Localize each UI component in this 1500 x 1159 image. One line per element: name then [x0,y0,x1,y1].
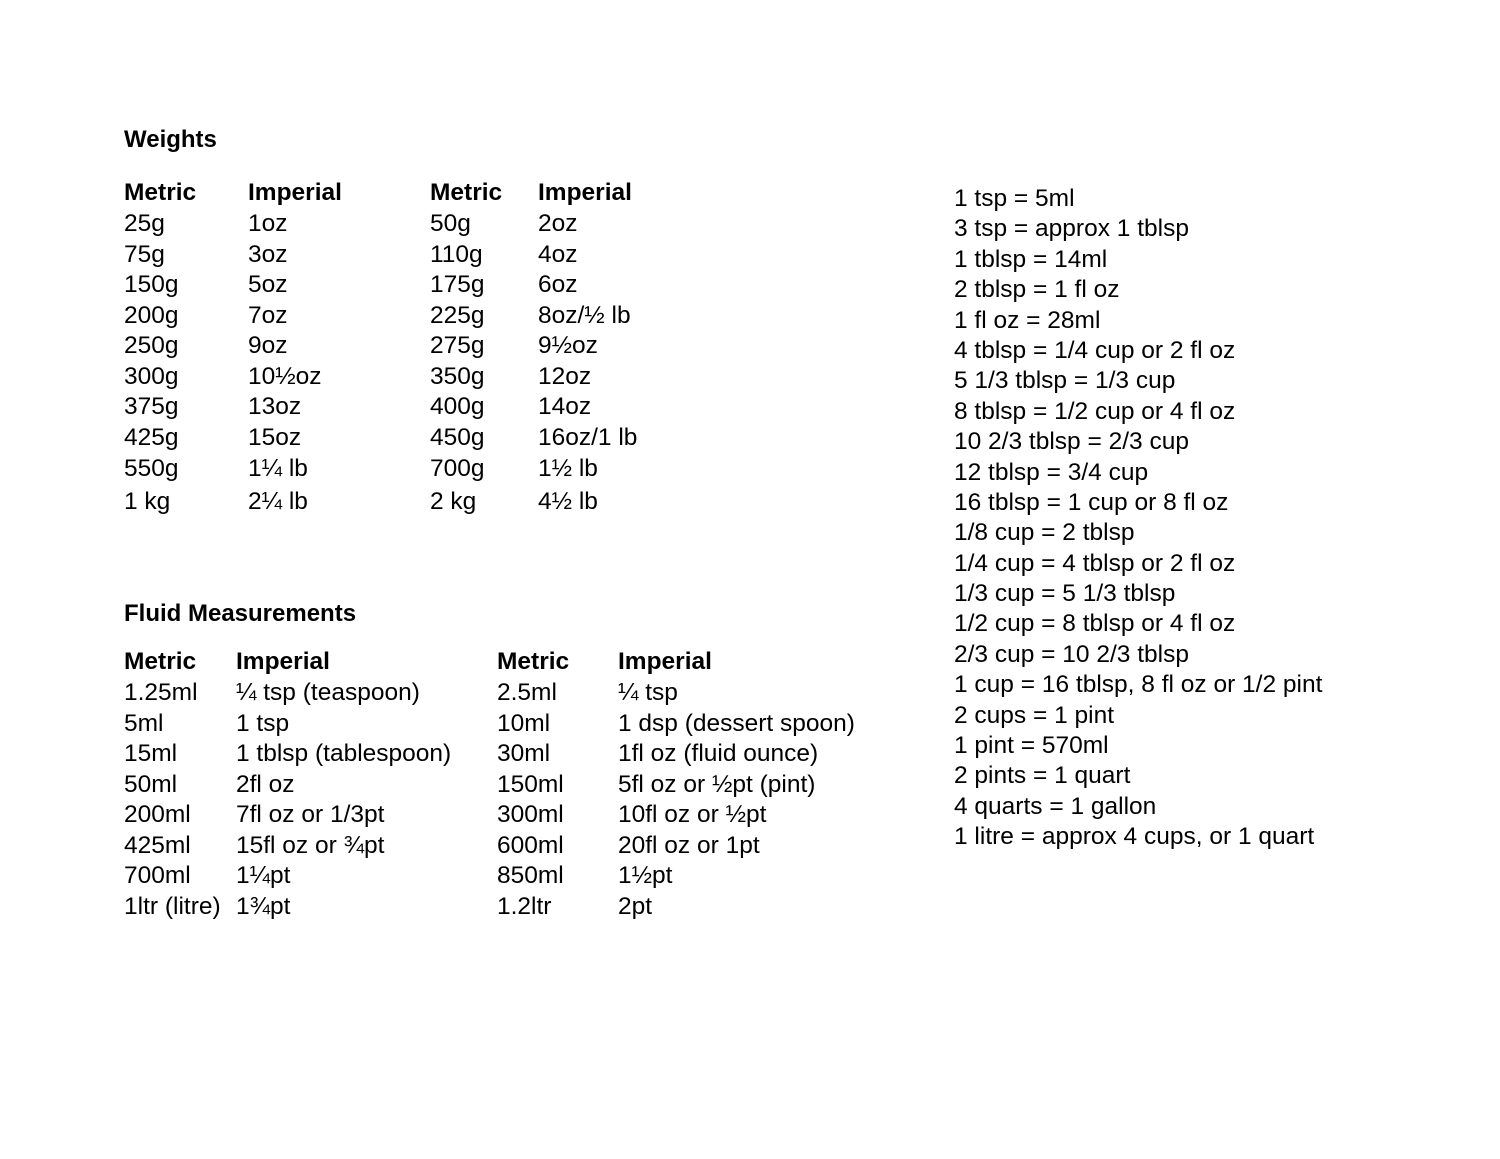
list-item: 1 tblsp = 14ml [954,245,1108,273]
imperial-cell: 14oz [538,393,592,420]
metric-cell: 700ml [124,862,191,889]
weights-title: Weights [124,126,217,153]
imperial-cell: 10fl oz or ½pt [618,801,767,828]
imperial-cell: 1 tsp [236,709,290,737]
list-item: 4 quarts = 1 gallon [954,792,1157,820]
metric-cell: 200g [124,301,179,329]
metric-cell: 1ltr (litre) [124,892,221,920]
imperial-cell: 16oz/1 lb [538,423,638,451]
fluid-header-metric: Metric [124,648,197,675]
metric-cell: 300g [124,362,179,390]
fluid-header-imperial-2: Imperial [618,648,712,675]
imperial-cell: ¼ tsp [618,679,678,706]
imperial-cell: 13oz [248,393,302,420]
metric-cell: 300ml [497,801,564,828]
imperial-cell: 1oz [248,210,288,237]
metric-cell: 2.5ml [497,679,557,706]
fluid-title: Fluid Measurements [124,600,357,627]
imperial-cell: 7fl oz or 1/3pt [236,801,385,828]
imperial-cell: 1 tblsp (tablespoon) [236,740,452,767]
imperial-cell: 1¾pt [236,892,291,920]
weights-header-metric: Metric [124,179,197,206]
imperial-cell: 10½oz [248,362,322,390]
imperial-cell: 2pt [618,892,653,920]
list-item: 1/3 cup = 5 1/3 tblsp [954,580,1176,608]
imperial-cell: 12oz [538,362,592,390]
list-item: 12 tblsp = 3/4 cup [954,458,1149,486]
list-item: 10 2/3 tblsp = 2/3 cup [954,428,1189,456]
list-item: 16 tblsp = 1 cup or 8 fl oz [954,488,1229,516]
metric-cell: 200ml [124,801,191,828]
metric-cell: 225g [430,301,485,329]
imperial-cell: 8oz/½ lb [538,301,631,329]
metric-cell: 350g [430,362,485,390]
metric-cell: 50ml [124,770,178,798]
imperial-cell: 9½oz [538,332,598,359]
list-item: 1 cup = 16 tblsp, 8 fl oz or 1/2 pint [954,671,1323,699]
list-item: 4 tblsp = 1/4 cup or 2 fl oz [954,336,1236,364]
equivalents-list [954,184,1322,853]
list-item: 1/8 cup = 2 tblsp [954,519,1135,547]
list-item: 5 1/3 tblsp = 1/3 cup [954,367,1176,395]
metric-cell: 15ml [124,740,178,767]
fluid-header-imperial: Imperial [236,648,330,675]
metric-cell: 1.25ml [124,679,198,706]
metric-cell: 10ml [497,709,551,737]
metric-cell: 400g [430,393,485,420]
list-item: 2 pints = 1 quart [954,762,1131,790]
imperial-cell: 5fl oz or ½pt (pint) [618,770,816,798]
list-item: 2 cups = 1 pint [954,701,1115,729]
metric-cell: 425g [124,423,179,451]
list-item: 2/3 cup = 10 2/3 tblsp [954,640,1189,668]
metric-cell: 425ml [124,831,191,859]
imperial-cell: 1¼pt [236,862,291,889]
metric-cell: 1 kg [124,487,171,515]
list-item: 2 tblsp = 1 fl oz [954,276,1120,304]
imperial-cell: 15oz [248,423,302,451]
metric-cell: 25g [124,210,165,237]
metric-cell: 50g [430,210,471,237]
imperial-cell: 2fl oz [236,770,295,798]
list-item: 1 fl oz = 28ml [954,306,1101,334]
metric-cell: 600ml [497,831,564,859]
imperial-cell: 20fl oz or 1pt [618,831,760,859]
weights-header-metric-2: Metric [430,179,503,206]
list-item: 8 tblsp = 1/2 cup or 4 fl oz [954,397,1236,425]
fluid-header-metric-2: Metric [497,648,570,675]
imperial-cell: 1fl oz (fluid ounce) [618,740,819,767]
metric-cell: 150ml [497,770,564,798]
list-item: 1 litre = approx 4 cups, or 1 quart [954,823,1315,851]
imperial-cell: 1½ lb [538,455,598,482]
imperial-cell: 1 dsp (dessert spoon) [618,709,855,737]
imperial-cell: 1½pt [618,862,673,889]
metric-cell: 5ml [124,709,164,737]
imperial-cell: 9oz [248,332,288,359]
metric-cell: 175g [430,271,485,298]
metric-cell: 110g [430,240,483,268]
list-item: 1 pint = 570ml [954,732,1109,760]
metric-cell: 850ml [497,862,564,889]
imperial-cell: 1¼ lb [248,455,308,482]
imperial-cell: 5oz [248,271,288,298]
list-item: 1/4 cup = 4 tblsp or 2 fl oz [954,549,1236,577]
metric-cell: 2 kg [430,487,477,515]
metric-cell: 450g [430,423,485,451]
list-item: 1/2 cup = 8 tblsp or 4 fl oz [954,610,1236,638]
list-item: 1 tsp = 5ml [954,185,1075,212]
metric-cell: 75g [124,240,165,268]
weights-header-imperial: Imperial [248,179,342,206]
imperial-cell: 15fl oz or ¾pt [236,831,385,859]
weights-header-imperial-2: Imperial [538,179,632,206]
metric-cell: 275g [430,332,485,359]
imperial-cell: ¼ tsp (teaspoon) [236,679,420,706]
list-item: 3 tsp = approx 1 tblsp [954,215,1189,243]
metric-cell: 30ml [497,740,551,767]
imperial-cell: 4oz [538,240,578,268]
imperial-cell: 2oz [538,210,578,237]
metric-cell: 1.2ltr [497,892,552,920]
metric-cell: 700g [430,455,485,482]
imperial-cell: 2¼ lb [248,487,308,515]
metric-cell: 550g [124,455,179,482]
metric-cell: 150g [124,271,179,298]
metric-cell: 250g [124,332,179,359]
imperial-cell: 3oz [248,240,288,268]
imperial-cell: 4½ lb [538,487,598,515]
metric-cell: 375g [124,393,179,420]
imperial-cell: 6oz [538,271,578,298]
imperial-cell: 7oz [248,301,288,329]
